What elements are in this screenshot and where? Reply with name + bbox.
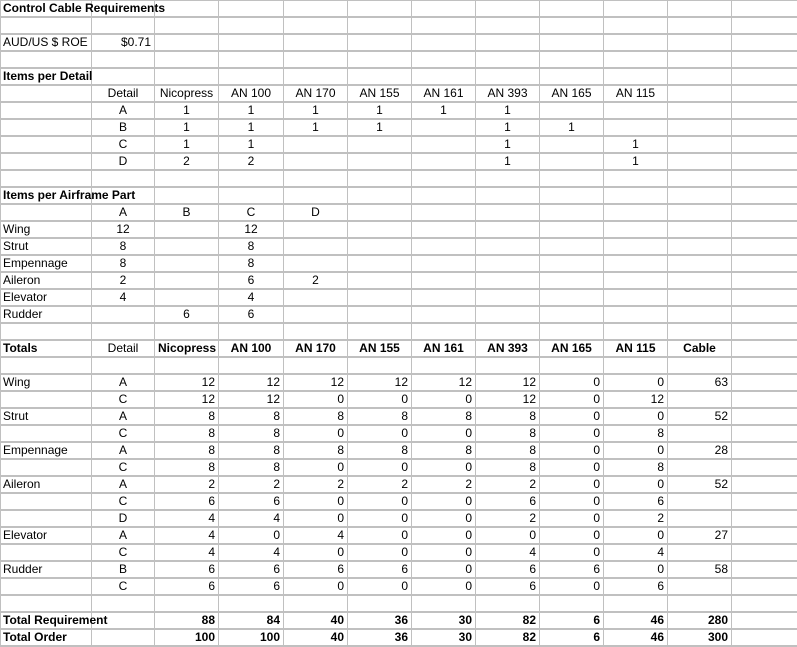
cell[interactable]: 0	[593, 528, 600, 542]
cell[interactable]: 0	[337, 511, 344, 525]
summary-label[interactable]: Total Requirement	[3, 613, 108, 627]
cell[interactable]: 8	[208, 426, 215, 440]
cell[interactable]: 8	[273, 426, 280, 440]
cell[interactable]: 6	[247, 273, 255, 287]
cell[interactable]: 1	[247, 137, 255, 151]
cell[interactable]: 6	[208, 579, 215, 593]
cell[interactable]: 0	[465, 392, 472, 406]
cable-value[interactable]	[668, 493, 731, 510]
cell[interactable]: 0	[273, 528, 280, 542]
cell[interactable]: 6	[529, 562, 536, 576]
part-name[interactable]: Empennage	[3, 443, 68, 457]
part-name[interactable]: Rudder	[3, 562, 43, 576]
section-heading-totals[interactable]: Totals	[3, 341, 38, 355]
cell[interactable]: 0	[593, 392, 600, 406]
roe-label[interactable]: AUD/US $ ROE	[3, 35, 88, 49]
column-header[interactable]: AN 161	[423, 86, 464, 100]
cell[interactable]	[540, 153, 603, 170]
cell[interactable]: 0	[657, 443, 664, 457]
detail-code[interactable]: C	[118, 545, 128, 559]
summary-value[interactable]: 30	[458, 630, 472, 644]
cell[interactable]: 0	[657, 528, 664, 542]
cell[interactable]: 1	[183, 120, 190, 134]
cell[interactable]: 0	[465, 511, 472, 525]
column-header[interactable]: D	[311, 205, 320, 219]
cell[interactable]: 2	[183, 154, 190, 168]
cell[interactable]: 6	[337, 562, 344, 576]
cell[interactable]	[92, 306, 154, 323]
cell[interactable]: 12	[522, 392, 536, 406]
cable-value[interactable]: 63	[714, 375, 728, 389]
section-heading-items-per-airframe[interactable]: Items per Airframe Part	[3, 188, 136, 202]
cell[interactable]: 0	[337, 494, 344, 508]
part-name[interactable]	[0, 425, 91, 442]
cell[interactable]: 4	[529, 545, 536, 559]
cell[interactable]: 6	[529, 579, 536, 593]
cell[interactable]: 0	[593, 409, 600, 423]
cell[interactable]: 12	[394, 375, 408, 389]
cell[interactable]: 0	[465, 460, 472, 474]
cell[interactable]: 12	[116, 222, 130, 236]
cell[interactable]	[155, 255, 218, 272]
column-header[interactable]: AN 393	[487, 341, 528, 355]
cell[interactable]: 0	[337, 460, 344, 474]
cell[interactable]: 1	[504, 103, 511, 117]
column-header[interactable]: AN 100	[230, 86, 272, 100]
cell[interactable]: 0	[337, 579, 344, 593]
detail-code[interactable]: A	[118, 375, 127, 389]
cell[interactable]: 2	[119, 273, 127, 287]
cell[interactable]	[155, 221, 218, 238]
cell[interactable]: 0	[593, 443, 600, 457]
cell[interactable]: 1	[376, 103, 383, 117]
cell[interactable]: 0	[337, 426, 344, 440]
cell[interactable]: 2	[312, 273, 319, 287]
cell[interactable]: 12	[201, 392, 215, 406]
cell[interactable]: 0	[593, 426, 600, 440]
cell[interactable]: 0	[401, 392, 408, 406]
cell[interactable]: 8	[208, 409, 215, 423]
part-name[interactable]	[0, 391, 91, 408]
summary-value[interactable]: 46	[650, 630, 664, 644]
cell[interactable]: 12	[522, 375, 536, 389]
cell[interactable]: 0	[401, 426, 408, 440]
cell[interactable]: 2	[465, 477, 472, 491]
cell[interactable]: 4	[273, 511, 280, 525]
cable-value[interactable]	[668, 425, 731, 442]
cell[interactable]: 4	[657, 545, 664, 559]
cell[interactable]: 4	[273, 545, 280, 559]
detail-code[interactable]: A	[118, 477, 127, 491]
cell[interactable]: 8	[337, 409, 344, 423]
column-header[interactable]: Cable	[683, 341, 716, 355]
cell[interactable]: 2	[247, 154, 255, 168]
cell[interactable]: 0	[401, 545, 408, 559]
cell[interactable]: 0	[529, 528, 536, 542]
cell[interactable]: 0	[593, 511, 600, 525]
cell[interactable]: 12	[266, 392, 280, 406]
detail-code[interactable]: C	[118, 392, 128, 406]
cell[interactable]: 8	[247, 239, 255, 253]
cell[interactable]: 8	[657, 460, 664, 474]
cell[interactable]: 6	[593, 562, 600, 576]
column-header[interactable]: C	[246, 205, 256, 219]
column-header[interactable]: Nicopress	[158, 341, 217, 355]
cell[interactable]: 1	[312, 103, 319, 117]
cell[interactable]: 12	[244, 222, 258, 236]
part-name[interactable]	[0, 493, 91, 510]
cell[interactable]: 12	[201, 375, 215, 389]
cable-value[interactable]: 28	[714, 443, 728, 457]
cable-value[interactable]: 52	[714, 409, 728, 423]
column-header[interactable]: AN 165	[551, 86, 592, 100]
cell[interactable]: 8	[208, 443, 215, 457]
cell[interactable]: 0	[401, 460, 408, 474]
cable-value[interactable]	[668, 544, 731, 561]
part-name[interactable]: Empennage	[3, 256, 68, 270]
cell[interactable]: 6	[657, 579, 664, 593]
cable-value[interactable]: 27	[714, 528, 728, 542]
cell[interactable]: 0	[401, 494, 408, 508]
column-header[interactable]: AN 165	[551, 341, 592, 355]
cell[interactable]: 0	[657, 562, 664, 576]
cell[interactable]: 6	[208, 562, 215, 576]
cell[interactable]	[604, 119, 667, 136]
cell[interactable]	[284, 221, 347, 238]
cell[interactable]: 0	[657, 477, 664, 491]
column-header[interactable]: AN 393	[487, 86, 528, 100]
cell[interactable]: 8	[119, 256, 127, 270]
summary-value[interactable]: 46	[650, 613, 664, 627]
cell[interactable]: 1	[440, 103, 447, 117]
column-header[interactable]: AN 100	[230, 341, 272, 355]
cell[interactable]: 6	[247, 307, 255, 321]
cell[interactable]: 4	[247, 290, 255, 304]
detail-code[interactable]: C	[118, 460, 128, 474]
part-name[interactable]: Strut	[3, 409, 29, 423]
cell[interactable]: 1	[504, 137, 511, 151]
cell[interactable]	[284, 153, 347, 170]
cell[interactable]: 8	[119, 239, 127, 253]
cell[interactable]: 1	[632, 137, 639, 151]
summary-label[interactable]: Total Order	[3, 630, 67, 644]
cell[interactable]: 12	[650, 392, 664, 406]
cell[interactable]: 6	[657, 494, 664, 508]
cell[interactable]: 1	[183, 137, 190, 151]
cell[interactable]	[540, 136, 603, 153]
cell[interactable]: 0	[401, 528, 408, 542]
cell[interactable]: 6	[401, 562, 408, 576]
cell[interactable]: 1	[504, 154, 511, 168]
section-heading-items-per-detail[interactable]: Items per Detail	[3, 69, 93, 83]
cell[interactable]: 0	[337, 545, 344, 559]
column-header[interactable]: AN 115	[615, 86, 656, 100]
cell[interactable]: 8	[657, 426, 664, 440]
summary-value[interactable]: 280	[707, 613, 728, 627]
summary-value[interactable]: 36	[394, 630, 408, 644]
cell[interactable]: 0	[465, 562, 472, 576]
part-name[interactable]: Wing	[3, 222, 31, 236]
cell[interactable]: 4	[337, 528, 344, 542]
cell[interactable]: 8	[401, 443, 408, 457]
detail-code[interactable]: A	[118, 409, 127, 423]
part-name[interactable]: Aileron	[3, 273, 41, 287]
cell[interactable]: 0	[401, 511, 408, 525]
cell[interactable]: 2	[529, 477, 536, 491]
cell[interactable]	[284, 136, 347, 153]
cell[interactable]: 0	[465, 579, 472, 593]
detail-code[interactable]: B	[118, 562, 127, 576]
cell[interactable]: 1	[504, 120, 511, 134]
detail-code[interactable]: D	[118, 154, 128, 168]
cell[interactable]	[412, 136, 475, 153]
cable-value[interactable]	[668, 391, 731, 408]
cell[interactable]: 6	[273, 579, 280, 593]
part-name[interactable]	[0, 459, 91, 476]
summary-value[interactable]: 30	[458, 613, 472, 627]
cell[interactable]: 2	[337, 477, 344, 491]
column-header[interactable]: AN 155	[359, 86, 400, 100]
cell[interactable]	[284, 306, 347, 323]
part-name[interactable]	[0, 578, 91, 595]
part-name[interactable]: Wing	[3, 375, 31, 389]
cell[interactable]: 6	[183, 307, 190, 321]
cell[interactable]	[284, 255, 347, 272]
cell[interactable]	[284, 289, 347, 306]
cell[interactable]	[412, 153, 475, 170]
column-header[interactable]: Nicopress	[159, 86, 214, 100]
cell[interactable]: 0	[465, 545, 472, 559]
cell[interactable]: 12	[458, 375, 472, 389]
roe-value[interactable]: $0.71	[120, 35, 151, 49]
part-name[interactable]	[0, 510, 91, 527]
column-header[interactable]: Detail	[107, 341, 139, 355]
cell[interactable]: 4	[208, 545, 215, 559]
summary-value[interactable]: 300	[707, 630, 728, 644]
cell[interactable]: 8	[465, 409, 472, 423]
cell[interactable]: 8	[401, 409, 408, 423]
part-name[interactable]: Elevator	[3, 290, 48, 304]
part-name[interactable]: Rudder	[3, 307, 43, 321]
cell[interactable]: 0	[593, 545, 600, 559]
column-header[interactable]: AN 170	[295, 341, 336, 355]
detail-code[interactable]: B	[118, 120, 127, 134]
column-header[interactable]: AN 115	[615, 341, 656, 355]
cell[interactable]	[348, 153, 411, 170]
cell[interactable]: 0	[657, 409, 664, 423]
cell[interactable]: 0	[657, 375, 664, 389]
column-gridline	[731, 0, 732, 647]
cell[interactable]: 0	[593, 477, 600, 491]
cell[interactable]	[155, 289, 218, 306]
cell[interactable]: 8	[529, 443, 536, 457]
cell[interactable]: 2	[273, 477, 280, 491]
cell[interactable]	[540, 102, 603, 119]
cell[interactable]: 0	[465, 426, 472, 440]
cell[interactable]: 8	[273, 460, 280, 474]
cell[interactable]: 0	[401, 579, 408, 593]
cell[interactable]: 6	[273, 562, 280, 576]
detail-code[interactable]: C	[118, 137, 128, 151]
cell[interactable]: 12	[266, 375, 280, 389]
column-header[interactable]: AN 170	[295, 86, 336, 100]
part-name[interactable]: Strut	[3, 239, 29, 253]
cell[interactable]: 8	[529, 460, 536, 474]
cell[interactable]	[155, 238, 218, 255]
summary-value[interactable]: 36	[394, 613, 408, 627]
cell[interactable]: 1	[183, 103, 190, 117]
cable-value[interactable]: 58	[714, 562, 728, 576]
cell[interactable]: 8	[208, 460, 215, 474]
sheet-title[interactable]: Control Cable Requirements	[3, 1, 166, 15]
cell[interactable]: 2	[401, 477, 408, 491]
cell[interactable]: 0	[593, 579, 600, 593]
cell[interactable]: 8	[529, 409, 536, 423]
cell[interactable]: 8	[465, 443, 472, 457]
detail-code[interactable]: A	[118, 443, 127, 457]
summary-value[interactable]: 40	[330, 630, 344, 644]
cable-value[interactable]: 52	[714, 477, 728, 491]
cell[interactable]: 0	[465, 528, 472, 542]
summary-value[interactable]: 6	[593, 630, 600, 644]
cell[interactable]: 8	[273, 409, 280, 423]
column-header[interactable]: Detail	[107, 86, 139, 100]
column-header[interactable]: AN 161	[423, 341, 464, 355]
cable-value[interactable]	[668, 578, 731, 595]
cell[interactable]: 1	[632, 154, 639, 168]
cell[interactable]: 6	[529, 494, 536, 508]
summary-value[interactable]: 100	[194, 630, 215, 644]
cell[interactable]: 1	[312, 120, 319, 134]
cell[interactable]: 4	[119, 290, 127, 304]
part-name[interactable]	[0, 544, 91, 561]
cable-value[interactable]	[668, 510, 731, 527]
summary-value[interactable]: 82	[522, 630, 536, 644]
cell[interactable]	[604, 102, 667, 119]
cell[interactable]: 1	[568, 120, 575, 134]
cell[interactable]: 6	[208, 494, 215, 508]
cell[interactable]: 8	[337, 443, 344, 457]
detail-code[interactable]: A	[118, 103, 127, 117]
cell[interactable]: 8	[529, 426, 536, 440]
cell[interactable]: 0	[593, 460, 600, 474]
cell[interactable]: 6	[273, 494, 280, 508]
detail-code[interactable]: C	[118, 426, 128, 440]
part-name[interactable]: Elevator	[3, 528, 48, 542]
cell[interactable]	[348, 136, 411, 153]
cell[interactable]: 1	[376, 120, 383, 134]
cell[interactable]: 1	[247, 120, 255, 134]
detail-code[interactable]: C	[118, 494, 128, 508]
cable-value[interactable]	[668, 459, 731, 476]
cell[interactable]: 0	[593, 375, 600, 389]
cell[interactable]: 0	[337, 392, 344, 406]
detail-code[interactable]: A	[118, 528, 127, 542]
detail-code[interactable]: C	[118, 579, 128, 593]
column-header[interactable]: AN 155	[359, 341, 400, 355]
cell[interactable]	[284, 238, 347, 255]
summary-value[interactable]: 88	[201, 613, 215, 627]
summary-value[interactable]: 100	[259, 630, 280, 644]
summary-value[interactable]: 84	[266, 613, 280, 627]
column-header[interactable]: A	[118, 205, 127, 219]
cell[interactable]: 2	[657, 511, 664, 525]
cell[interactable]	[412, 119, 475, 136]
cell[interactable]: 8	[247, 256, 255, 270]
cell[interactable]: 4	[208, 528, 215, 542]
summary-value[interactable]: 82	[522, 613, 536, 627]
summary-value[interactable]: 6	[593, 613, 600, 627]
cell[interactable]: 0	[593, 494, 600, 508]
cell[interactable]: 4	[208, 511, 215, 525]
cell[interactable]: 12	[330, 375, 344, 389]
cell[interactable]	[155, 272, 218, 289]
cell[interactable]: 2	[529, 511, 536, 525]
cell[interactable]: 0	[465, 494, 472, 508]
detail-code[interactable]: D	[118, 511, 128, 525]
summary-value[interactable]: 40	[330, 613, 344, 627]
column-header[interactable]: B	[182, 205, 191, 219]
part-name[interactable]: Aileron	[3, 477, 41, 491]
cell[interactable]: 8	[273, 443, 280, 457]
cell[interactable]: 1	[247, 103, 255, 117]
cell[interactable]: 2	[208, 477, 215, 491]
